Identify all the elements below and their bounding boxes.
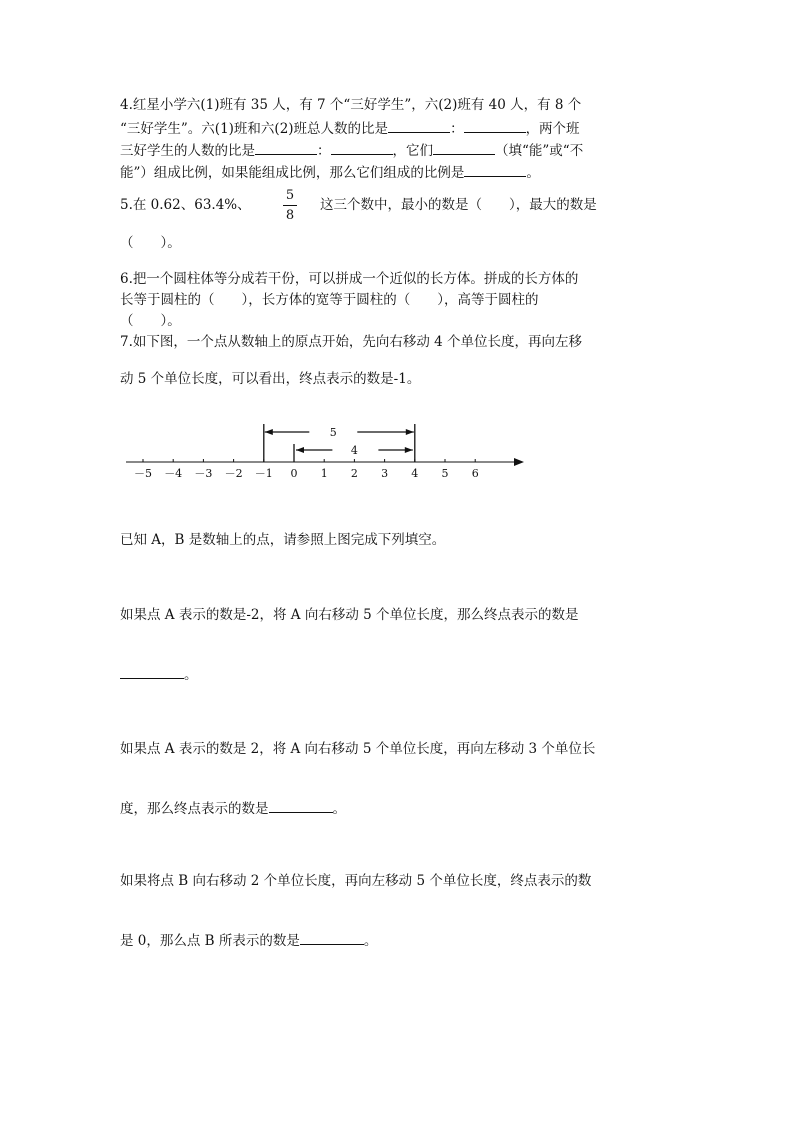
q4-blank-ratio-total-a[interactable] xyxy=(388,118,450,133)
part-2-blank[interactable] xyxy=(269,798,333,813)
q7-line-1: 7.如下图，一个点从数轴上的原点开始，先向右移动 4 个单位长度，再向左移 xyxy=(120,334,583,350)
arrow-move-left-5 xyxy=(265,429,414,435)
q4-blank-ratio-merit-a[interactable] xyxy=(255,140,317,155)
q4-line-4: 能”）组成比例，如果能组成比例，那么它们组成的比例是 。 xyxy=(120,162,540,182)
q4-blank-can-or-not[interactable] xyxy=(433,140,495,155)
q5-fraction xyxy=(283,188,297,223)
tick-label-10: 5 xyxy=(441,467,449,480)
tick-label-8: 3 xyxy=(381,467,389,480)
part-1-blank[interactable] xyxy=(120,664,184,679)
intro-line: 已知 A，B 是数轴上的点，请参照上图完成下列填空。 xyxy=(120,532,446,548)
q4-line-1: 4.红星小学六(1)班有 35 人，有 7 个“三好学生”，六(2)班有 40 人，有 8 个 xyxy=(120,97,582,113)
part-1-line-2: 。 xyxy=(120,664,198,684)
q4-blank-ratio-merit-b[interactable] xyxy=(331,140,393,155)
arrow-5-label: 5 xyxy=(329,426,337,439)
tick-label-5: 0 xyxy=(290,467,298,480)
q6-line-1: 6.把一个圆柱体等分成若干份，可以拼成一个近似的长方体。拼成的长方体的 xyxy=(120,271,579,287)
tick-label-0: －5 xyxy=(134,467,152,480)
q5-line-1a: 5.在 0.62、63.4%、 xyxy=(120,197,251,213)
arrow-5-left-head xyxy=(265,429,273,435)
q4-blank-proportion[interactable] xyxy=(464,162,526,177)
arrow-4-label: 4 xyxy=(350,444,358,457)
q6-line-3: （ ）。 xyxy=(120,313,181,329)
tick-label-6: 1 xyxy=(320,467,328,480)
q5-fraction-denominator: 8 xyxy=(285,208,295,223)
part-1-line-1: 如果点 A 表示的数是-2，将 A 向右移动 5 个单位长度，那么终点表示的数是 xyxy=(120,607,579,623)
q4-line-2: “三好学生”。六(1)班和六(2)班总人数的比是 ： ，两个班 xyxy=(120,118,580,138)
part-2-line-1: 如果点 A 表示的数是 2，将 A 向右移动 5 个单位长度，再向左移动 3 个单位长 xyxy=(120,741,596,757)
number-line-arrowhead xyxy=(514,458,524,466)
q5-fraction-numerator: 5 xyxy=(285,188,295,203)
q5-fraction-bar xyxy=(283,205,297,206)
tick-label-3: －2 xyxy=(224,467,243,480)
tick-label-2: －3 xyxy=(194,467,213,480)
part-3-line-1: 如果将点 B 向右移动 2 个单位长度，再向左移动 5 个单位长度，终点表示的数 xyxy=(120,873,592,889)
part-3-line-2: 是 0，那么点 B 所表示的数是 。 xyxy=(120,930,377,950)
tick-label-7: 2 xyxy=(350,467,358,480)
number-line-figure xyxy=(120,418,530,488)
arrow-4-right-head xyxy=(405,447,413,453)
tick-label-9: 4 xyxy=(411,467,419,480)
tick-label-4: －1 xyxy=(254,467,273,480)
tick-label-1: －4 xyxy=(164,467,183,480)
q5-line-2: （ ）。 xyxy=(120,235,181,251)
q4-line-3: 三好学生的人数的比是 ： ，它们 （填“能”或“不 xyxy=(120,140,583,160)
q5-line-1b: 这三个数中，最小的数是（ ），最大的数是 xyxy=(320,197,597,213)
part-3-blank[interactable] xyxy=(300,930,364,945)
q6-line-2: 长等于圆柱的（ ），长方体的宽等于圆柱的（ ），高等于圆柱的 xyxy=(120,292,539,308)
q4-blank-ratio-total-b[interactable] xyxy=(464,118,526,133)
part-2-line-2: 度，那么终点表示的数是 。 xyxy=(120,798,346,818)
q7-line-2: 动 5 个单位长度，可以看出，终点表示的数是-1。 xyxy=(120,371,421,387)
number-line-labels xyxy=(134,467,479,480)
arrow-4-left-head xyxy=(296,447,304,453)
arrow-5-right-head xyxy=(406,429,414,435)
tick-label-11: 6 xyxy=(471,467,479,480)
